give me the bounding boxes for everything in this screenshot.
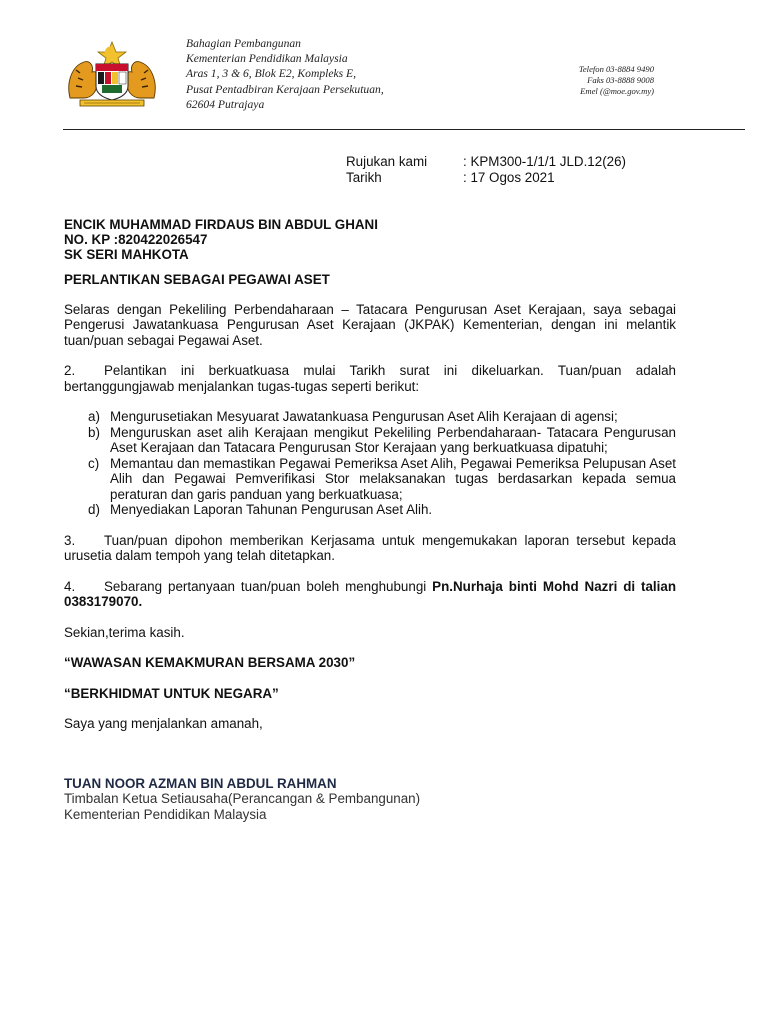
contact-fax: Faks 03-8888 9008: [587, 75, 654, 85]
address-line: Pusat Pentadbiran Kerajaan Persekutuan,: [186, 82, 384, 96]
paragraph-2-text: Pelantikan ini berkuatkuasa mulai Tarikh surat ini dikeluarkan. Tuan/puan adalah bertanggungjawab menjalankan tugas-tugas seperti berikut:: [64, 363, 676, 394]
date-row: [346, 170, 626, 186]
signatory-ministry: Kementerian Pendidikan Malaysia: [64, 806, 267, 822]
date-value: : 17 Ogos 2021: [463, 170, 555, 185]
reference-block: [346, 154, 626, 186]
task-list: [64, 409, 676, 518]
contact-person: Pn.Nurhaja binti Mohd Nazri di talian 0383179070.: [64, 578, 676, 609]
list-marker: c): [88, 455, 100, 471]
paragraph-number: 3.: [64, 532, 76, 548]
paragraph-number: 4.: [64, 578, 76, 594]
signoff: Saya yang menjalankan amanah,: [64, 716, 263, 731]
list-marker: d): [88, 502, 100, 517]
paragraph-1: Selaras dengan Pekeliling Perbendaharaan – Tatacara Pengurusan Aset Kerajaan, saya sebagai Pengerusi Jawatankuasa Pengurusan Aset Kerajaan (JKPAK) Kementerian, dengan ini melantik tuan/puan sebagai Pegawai Aset.: [64, 301, 676, 348]
recipient-kp: NO. KP :820422026547: [64, 232, 208, 247]
address-line: 62604 Putrajaya: [186, 97, 265, 111]
letter-body: [64, 217, 676, 822]
recipient-block: [64, 217, 676, 262]
letter-subject: PERLANTIKAN SEBAGAI PEGAWAI ASET: [64, 272, 330, 287]
signature-block: [64, 776, 676, 823]
list-item: [64, 425, 676, 456]
list-text: Memantau dan memastikan Pegawai Pemeriksa Aset Alih, Pegawai Pemeriksa Pelupusan Aset Alih dan Pegawai Pemverifikasi Stor melaksanakan tugas berdasarkan kepada semua peraturan dan garis panduan yang berkuatkuasa;: [110, 455, 676, 502]
reference-row: [346, 154, 626, 170]
list-text: Menyediakan Laporan Tahunan Pengurusan Aset Alih.: [110, 502, 433, 517]
paragraph-4-text: Sebarang pertanyaan tuan/puan boleh menghubungi: [104, 578, 433, 594]
recipient-school: SK SERI MAHKOTA: [64, 247, 189, 262]
header-divider: [63, 129, 745, 130]
paragraph-3-text: Tuan/puan dipohon memberikan Kerjasama untuk mengemukakan laporan tersebut kepada urusetia dalam tempoh yang telah ditetapkan.: [64, 532, 676, 563]
date-label: Tarikh: [346, 170, 382, 185]
coat-of-arms-icon: [62, 40, 162, 108]
recipient-name: ENCIK MUHAMMAD FIRDAUS BIN ABDUL GHANI: [64, 217, 378, 232]
closing-thanks: Sekian,terima kasih.: [64, 624, 185, 640]
address-line: Kementerian Pendidikan Malaysia: [186, 52, 348, 66]
signatory-title: Timbalan Ketua Setiausaha(Perancangan & Pembangunan): [64, 791, 421, 806]
list-item: [64, 409, 676, 425]
list-marker: a): [88, 409, 100, 424]
list-item: [64, 502, 676, 518]
address-line: Aras 1, 3 & 6, Blok E2, Kompleks E,: [186, 67, 357, 81]
paragraph-number: 2.: [64, 363, 76, 378]
list-marker: b): [88, 424, 100, 440]
motto-wawasan: “WAWASAN KEMAKMURAN BERSAMA 2030”: [64, 655, 356, 670]
signatory-name: TUAN NOOR AZMAN BIN ABDUL RAHMAN: [64, 775, 337, 791]
reference-value: : KPM300-1/1/1 JLD.12(26): [463, 154, 627, 169]
sender-address: [186, 36, 384, 112]
paragraph-2: [64, 363, 676, 394]
motto-berkhidmat: “BERKHIDMAT UNTUK NEGARA”: [64, 685, 279, 701]
contact-phone: Telefon 03-8884 9490: [578, 64, 654, 74]
paragraph-4: [64, 579, 676, 610]
contact-email: Emel (@moe.gov.my): [580, 86, 654, 96]
reference-label: Rujukan kami: [346, 154, 428, 169]
address-line: Bahagian Pembangunan: [186, 37, 301, 50]
paragraph-3: [64, 533, 676, 564]
list-text: Mengurusetiakan Mesyuarat Jawatankuasa Pengurusan Aset Alih Kerajaan di agensi;: [110, 409, 618, 424]
list-text: Menguruskan aset alih Kerajaan mengikut Pekeliling Perbendaharaan- Tatacara Pengurusan Aset Kerajaan dan Tatacara Pengurusan Stor Kerajaan yang berkuatkuasa dipatuhi;: [110, 424, 676, 455]
list-item: [64, 456, 676, 503]
sender-contact: [530, 64, 654, 97]
